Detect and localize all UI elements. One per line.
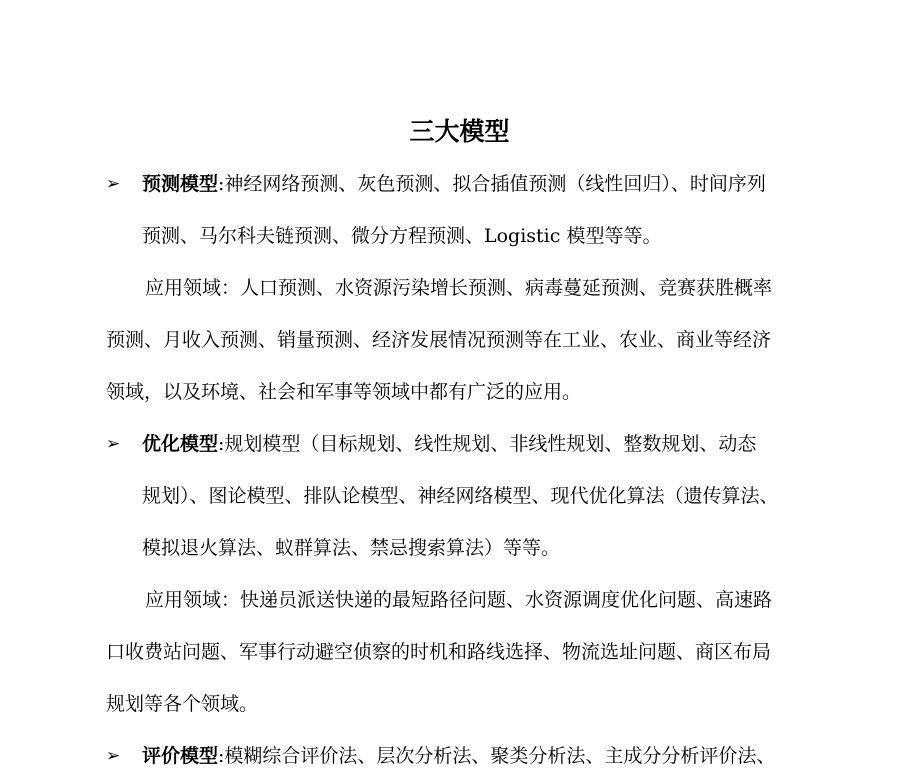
application-text: 应用领域：人口预测、水资源污染增长预测、病毒蔓延预测、竞赛获胜概率: [145, 277, 773, 299]
section-heading: 优化模型: [142, 433, 219, 455]
section-text: 模糊综合评价法、层次分析法、聚类分析法、主成分分析评价法、: [224, 745, 776, 767]
application-text: 预测、月收入预测、销量预测、经济发展情况预测等在工业、农业、商业等经济: [106, 329, 772, 351]
heading-colon: :: [218, 433, 225, 455]
application-text: 应用领域：快递员派送快递的最短路径问题、水资源调度优化问题、高速路: [145, 589, 773, 611]
section-text: 预测、马尔科夫链预测、微分方程预测、Logistic 模型等等。: [142, 225, 662, 247]
section-heading: 预测模型: [142, 173, 219, 195]
section-text: 规划模型（目标规划、线性规划、非线性规划、整数规划、动态: [224, 433, 757, 455]
application-text: 口收费站问题、军事行动避空侦察的时机和路线选择、物流选址问题、商区布局: [106, 641, 772, 663]
section-line: [142, 169, 766, 199]
bullet-arrow-icon: ➢: [106, 174, 121, 194]
bullet-arrow-icon: ➢: [106, 746, 121, 766]
bullet-arrow-icon: ➢: [106, 434, 121, 454]
heading-colon: :: [218, 173, 225, 195]
section-text: 规划）、图论模型、排队论模型、神经网络模型、现代优化算法（遗传算法、: [142, 485, 779, 507]
application-text: 规划等各个领域。: [106, 693, 259, 715]
section-text: 模拟退火算法、蚁群算法、禁忌搜索算法）等等。: [142, 537, 561, 559]
heading-colon: :: [218, 745, 225, 767]
section-text: 神经网络预测、灰色预测、拟合插值预测（线性回归）、时间序列: [224, 173, 766, 195]
section-line: [142, 429, 756, 459]
application-text: 领域，以及环境、社会和军事等领域中都有广泛的应用。: [106, 381, 582, 403]
section-heading: 评价模型: [142, 745, 219, 767]
page-title: 三大模型: [409, 117, 510, 146]
section-line: [142, 741, 775, 771]
